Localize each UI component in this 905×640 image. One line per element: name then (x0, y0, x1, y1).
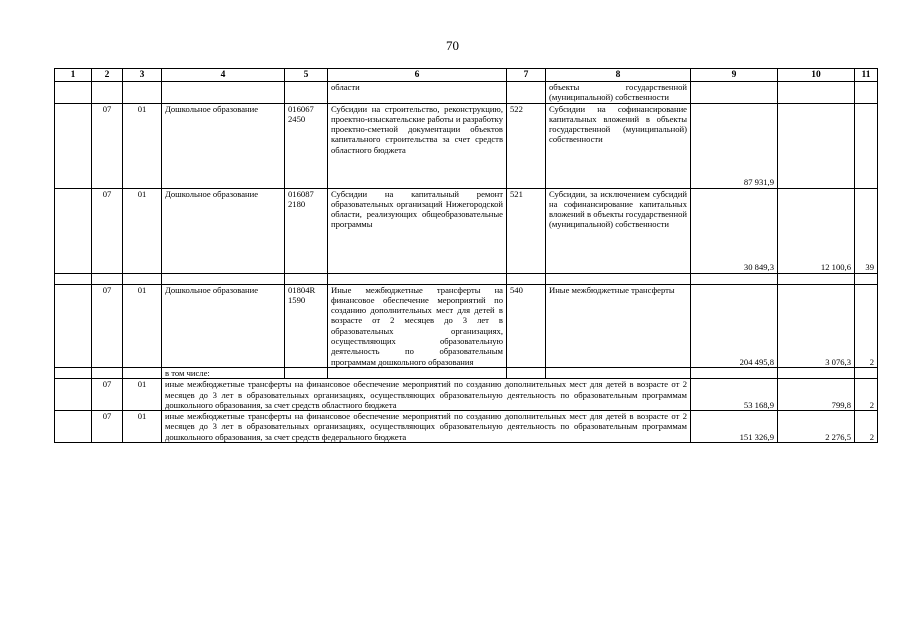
subsection-code: 01 (123, 379, 162, 411)
count-cell: 2 (855, 411, 878, 443)
column-header: 2 (92, 69, 123, 82)
amount-cell: 2 276,5 (778, 411, 855, 443)
amount-cell: 151 326,9 (691, 411, 778, 443)
expense-code: 521 (507, 188, 546, 273)
count-cell: 2 (855, 284, 878, 367)
column-header: 5 (285, 69, 328, 82)
section-code: 07 (92, 284, 123, 367)
subsection-code: 01 (123, 188, 162, 273)
column-header: 7 (507, 69, 546, 82)
target-article-code: 016087 2180 (285, 188, 328, 273)
column-header: 4 (162, 69, 285, 82)
amount-cell: 12 100,6 (778, 188, 855, 273)
expense-code: 522 (507, 103, 546, 188)
amount-cell: 30 849,3 (691, 188, 778, 273)
table-row (55, 411, 878, 443)
budget-table (54, 68, 878, 443)
count-cell: 39 (855, 188, 878, 273)
amount-cell: 3 076,3 (778, 284, 855, 367)
subsection-code: 01 (123, 284, 162, 367)
amount-cell: 204 495,8 (691, 284, 778, 367)
subsection-code: 01 (123, 411, 162, 443)
table-row (55, 82, 878, 104)
subheading-cell: в том числе: (162, 367, 285, 378)
merged-description-cell: иные межбюджетные трансферты на финансовое обеспечение мероприятий по созданию дополнительных мест для детей в возрасте от 2 месяцев до 3 лет в образовательных организациях, осуществляющих образовательную деятельность по образовательным программам дошкольного образования, за счет средств областного бюджета (162, 379, 691, 411)
section-name: Дошкольное образование (162, 103, 285, 188)
target-article-code: 01804R 1590 (285, 284, 328, 367)
table-row (55, 284, 878, 367)
description-cell: Иные межбюджетные трансферты на финансовое обеспечение мероприятий по созданию дополнительных мест для детей в возрасте от 2 месяцев до 3 лет в образовательных организациях, осуществляющих образовательную деятельность по образовательным программам дошкольного образования (328, 284, 507, 367)
expense-type-cell: Субсидии, за исключением субсидий на софинансирование капитальных вложений в объекты государственной (муниципальной) собственности (546, 188, 691, 273)
table-row (55, 273, 878, 284)
description-cell: области (328, 82, 507, 104)
page-number: 70 (446, 38, 459, 53)
target-article-code: 016067 2450 (285, 103, 328, 188)
column-header: 6 (328, 69, 507, 82)
amount-cell: 53 168,9 (691, 379, 778, 411)
section-name: Дошкольное образование (162, 188, 285, 273)
merged-description-cell: иные межбюджетные трансферты на финансовое обеспечение мероприятий по созданию дополнительных мест для детей в возрасте от 2 месяцев до 3 лет в образовательных организациях, осуществляющих образовательную деятельность по образовательным программам дошкольного образования, за счет средств федерального бюджета (162, 411, 691, 443)
amount-cell: 87 931,9 (691, 103, 778, 188)
section-code: 07 (92, 379, 123, 411)
description-cell: Субсидии на строительство, реконструкцию, проектно-изыскательские работы и разработку проектно-сметной документации объектов капитального строительства за счет средств областного бюджета (328, 103, 507, 188)
description-cell: Субсидии на капитальный ремонт образовательных организаций Нижегородской области, реализующих общеобразовательные программы (328, 188, 507, 273)
subsection-code: 01 (123, 103, 162, 188)
table-row (55, 188, 878, 273)
expense-type-cell: Иные межбюджетные трансферты (546, 284, 691, 367)
column-header: 9 (691, 69, 778, 82)
section-name: Дошкольное образование (162, 284, 285, 367)
column-header: 8 (546, 69, 691, 82)
amount-cell: 799,8 (778, 379, 855, 411)
table-row (55, 103, 878, 188)
column-header: 1 (55, 69, 92, 82)
column-header: 3 (123, 69, 162, 82)
expense-type-cell: Субсидии на софинансирование капитальных вложений в объекты государственной (муниципальной) собственности (546, 103, 691, 188)
column-header: 10 (778, 69, 855, 82)
section-code: 07 (92, 103, 123, 188)
table-row (55, 367, 878, 378)
section-code: 07 (92, 411, 123, 443)
column-header: 11 (855, 69, 878, 82)
table-row (55, 379, 878, 411)
count-cell: 2 (855, 379, 878, 411)
expense-code: 540 (507, 284, 546, 367)
header-row (55, 69, 878, 82)
section-code: 07 (92, 188, 123, 273)
expense-type-cell: объекты государственной (муниципальной) собственности (546, 82, 691, 104)
